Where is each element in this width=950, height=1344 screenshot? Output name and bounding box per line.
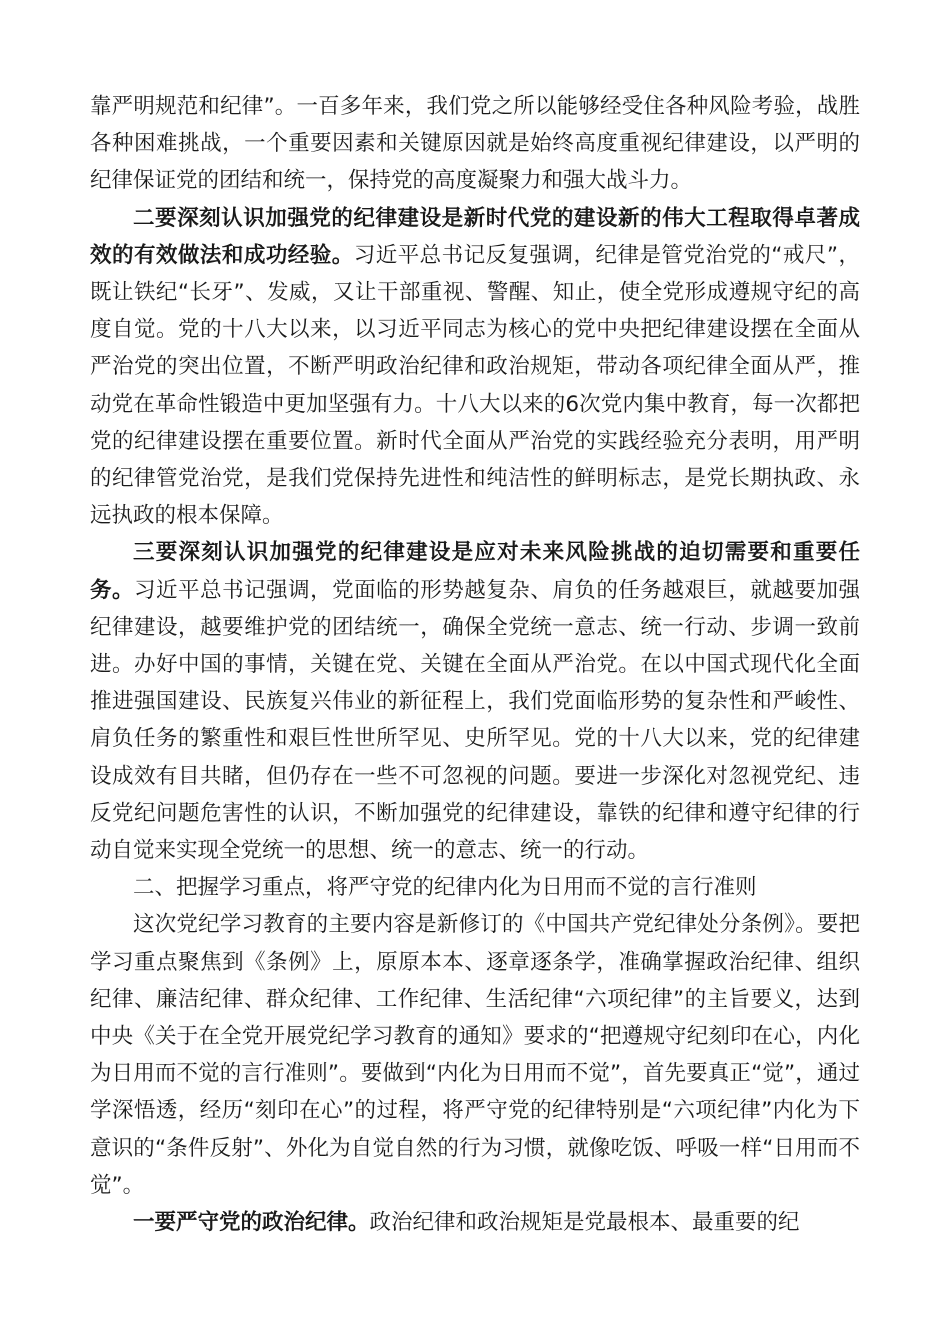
- paragraph-5-lead: 一要严守党的政治纪律。: [133, 1210, 370, 1236]
- paragraph-4: 这次党纪学习教育的主要内容是新修订的《中国共产党纪律处分条例》。要把学习重点聚焦到《条例》上，原原本本、逐章逐条学，准确掌握政治纪律、组织纪律、廉洁纪律、群众纪律、工作纪律、生活纪律“六项纪律”的主旨要义，达到中央《关于在全党开展党纪学习教育的通知》要求的“把遵规守纪刻印在心，内化为日用而不觉的言行准则”。要做到“内化为日用而不觉”，首先要真正“觉”，通过学深悟透，经历“刻印在心”的过程，将严守党的纪律特别是“六项纪律”内化为下意识的“条件反射”、外化为自觉自然的行为习惯，就像吃饭、呼吸一样“日用而不觉”。: [90, 912, 860, 1198]
- paragraph-3-body: 习近平总书记强调，党面临的形势越复杂、肩负的任务越艰巨，就越要加强纪律建设，越要维护党的团结统一，确保全党统一意志、统一行动、步调一致前进。办好中国的事情，关键在党、关键在全面从严治党。在以中国式现代化全面推进强国建设、民族复兴伟业的新征程上，我们党面临形势的复杂性和严峻性、肩负任务的繁重性和艰巨性世所罕见、史所罕见。党的十八大以来，党的纪律建设成效有目共睹，但仍存在一些不可忽视的问题。要进一步深化对忽视党纪、违反党纪问题危害性的认识，不断加强党的纪律建设，靠铁的纪律和遵守纪律的行动自觉来实现全党统一的思想、统一的意志、统一的行动。: [90, 577, 860, 864]
- paragraph-2-lead: 二要深刻认识加强党的纪律建设是新时代党的建设新的伟大工程取得卓著成效的有效做法和成功经验。: [90, 205, 860, 268]
- section-heading-2: 二、把握学习重点，将严守党的纪律内化为日用而不觉的言行准则: [133, 875, 757, 901]
- paragraph-2-body: 习近平总书记反复强调，纪律是管党治党的“戒尺”，既让铁纪“长牙”、发威，又让干部重视、警醒、知止，使全党形成遵规守纪的高度自觉。党的十八大以来，以习近平同志为核心的党中央把纪律建设摆在全面从严治党的突出位置，不断严明政治纪律和政治规矩，带动各项纪律全面从严，推动党在革命性锻造中更加坚强有力。十八大以来的6次党内集中教育，每一次都把党的纪律建设摆在重要位置。新时代全面从严治党的实践经验充分表明，用严明的纪律管党治党，是我们党保持先进性和纯洁性的鲜明标志，是党长期执政、永远执政的根本保障。: [90, 242, 860, 529]
- paragraph-5: [90, 1204, 860, 1241]
- paragraph-5-body: 政治纪律和政治规矩是党最根本、最重要的纪: [369, 1210, 800, 1236]
- paragraph-3: [90, 534, 860, 869]
- paragraph-2: [90, 200, 860, 535]
- document-page: [90, 88, 860, 1241]
- paragraph-3-lead: 三要深刻认识加强党的纪律建设是应对未来风险挑战的迫切需要和重要任务。: [90, 540, 860, 603]
- paragraph-1: 靠严明规范和纪律”。一百多年来，我们党之所以能够经受住各种风险考验，战胜各种困难挑战，一个重要因素和关键原因就是始终高度重视纪律建设，以严明的纪律保证党的团结和统一，保持党的高度凝聚力和强大战斗力。: [90, 94, 860, 194]
